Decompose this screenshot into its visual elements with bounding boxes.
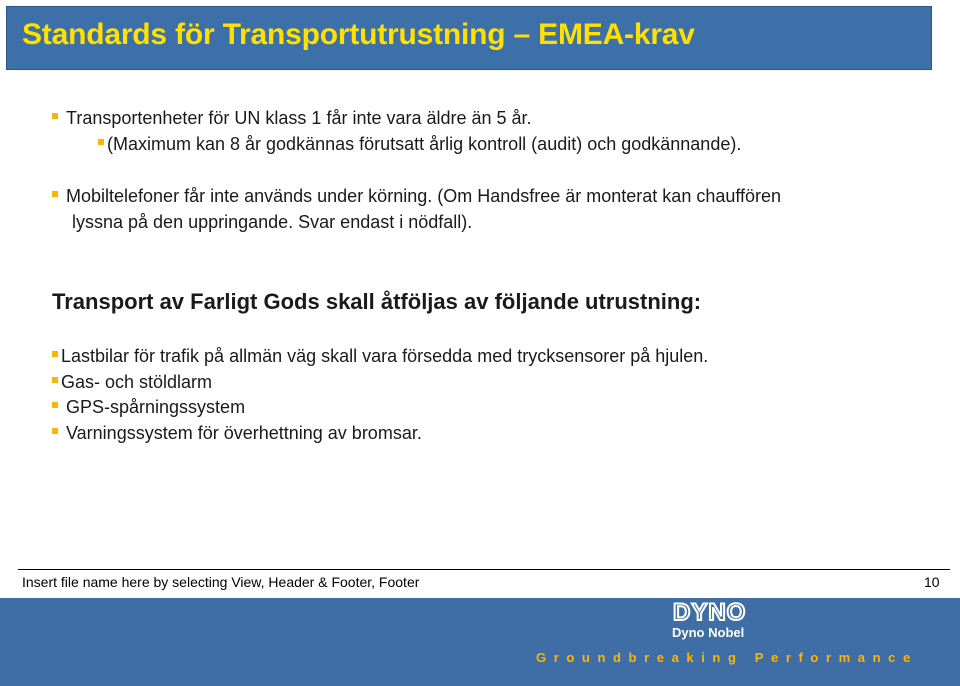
footer-divider: [18, 569, 950, 570]
section-heading: Transport av Farligt Gods skall åtföljas av följande utrustning:: [52, 289, 702, 314]
slide-title: Standards för Transportutrustning – EMEA-krav: [22, 18, 695, 51]
square-bullet-icon: [52, 377, 58, 383]
square-bullet-icon: [52, 191, 58, 197]
list-item: Lastbilar för trafik på allmän väg skall vara försedda med trycksensorer på hjulen.: [52, 346, 708, 367]
square-bullet-icon: [52, 428, 58, 434]
square-bullet-icon: [52, 402, 58, 408]
list-item: GPS-spårningssystem: [52, 397, 245, 418]
tagline: Groundbreaking Performance: [536, 650, 918, 665]
square-bullet-icon: [98, 139, 104, 145]
list-item: Transportenheter för UN klass 1 får inte vara äldre än 5 år.: [52, 108, 532, 129]
list-item: Varningssystem för överhettning av bromsar.: [52, 423, 422, 444]
list-item: Mobiltelefoner får inte används under körning. (Om Handsfree är monterat kan chauffören: [52, 186, 781, 207]
square-bullet-icon: [52, 113, 58, 119]
company-name: Dyno Nobel: [672, 625, 745, 640]
footer-text: Insert file name here by selecting View, Header & Footer, Footer: [22, 574, 420, 590]
list-item-continuation: lyssna på den uppringande. Svar endast i nödfall).: [72, 212, 473, 232]
list-item: Gas- och stöldlarm: [52, 372, 212, 393]
list-item: (Maximum kan 8 år godkännas förutsatt årlig kontroll (audit) och godkännande).: [98, 134, 741, 155]
square-bullet-icon: [52, 351, 58, 357]
footer-band: [0, 598, 960, 686]
logo-wordmark: DYNO: [673, 599, 747, 626]
page-number: 10: [924, 574, 940, 590]
